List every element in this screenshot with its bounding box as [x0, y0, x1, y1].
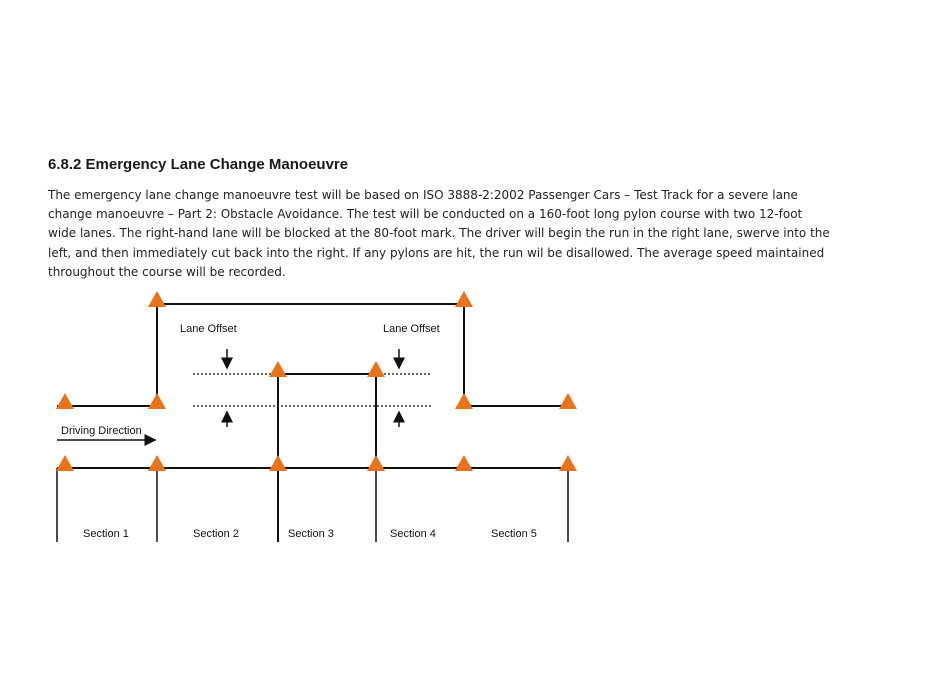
section-label: Section 5	[491, 528, 537, 540]
course-boundary-lines	[57, 304, 568, 542]
pylon-icon	[148, 455, 166, 471]
lane-offset-label: Lane Offset	[180, 323, 237, 335]
pylon-icon	[367, 361, 385, 377]
section-label: Section 3	[288, 528, 334, 540]
section-label: Section 2	[193, 528, 239, 540]
section-heading: 6.8.2 Emergency Lane Change Manoeuvre	[48, 156, 349, 173]
pylon-icon	[269, 455, 287, 471]
lane-offset-dotted-lines	[193, 374, 432, 406]
paragraph-line: left, and then immediately cut back into the right. If any pylons are hit, the run wil be disallowed. The average speed maintained	[48, 245, 825, 260]
pylon-icon	[455, 393, 473, 409]
pylon-icon	[269, 361, 287, 377]
lane-offset-label: Lane Offset	[383, 323, 440, 335]
pylon-icon	[148, 393, 166, 409]
driving-direction-label: Driving Direction	[61, 425, 142, 437]
pylon-icon	[455, 455, 473, 471]
pylon-icon	[559, 455, 577, 471]
pylon-icon	[56, 393, 74, 409]
pylon-icon	[56, 455, 74, 471]
pylon-icon	[367, 455, 385, 471]
pylons	[56, 291, 577, 471]
pylon-icon	[559, 393, 577, 409]
section-label: Section 1	[83, 528, 129, 540]
paragraph-line: The emergency lane change manoeuvre test will be based on ISO 3888-2:2002 Passenger Cars – Test Track for a severe lane	[48, 188, 798, 202]
section-label: Section 4	[390, 528, 436, 540]
paragraph-line: wide lanes. The right-hand lane will be blocked at the 80-foot mark. The driver will begin the run in the right lane, swerve into the	[48, 226, 830, 241]
pylon-icon	[455, 291, 473, 307]
pylon-icon	[148, 291, 166, 307]
paragraph-line: throughout the course will be recorded.	[48, 264, 286, 279]
lane-offset-arrows	[227, 349, 399, 427]
paragraph-line: change manoeuvre – Part 2: Obstacle Avoidance. The test will be conducted on a 160-foot long pylon course with two 12-foot	[48, 207, 803, 222]
